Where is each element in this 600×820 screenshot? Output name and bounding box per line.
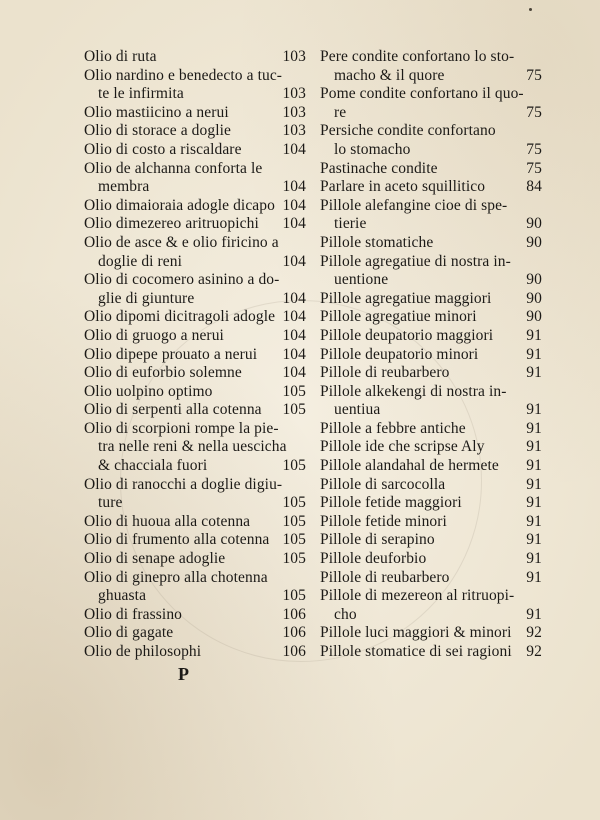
page-number: 103 [282, 122, 306, 140]
page-number: 75 [526, 103, 542, 121]
page-number: 90 [526, 233, 542, 251]
page-number: 103 [282, 48, 306, 65]
entry-text: Olio dipepe prouato a nerui [84, 345, 258, 363]
entry-title-line [84, 401, 306, 420]
entry-text: Olio di cocomero asinino a do- [84, 271, 280, 289]
entry-text: Pillole deuforbio [320, 550, 427, 568]
page-number: 105 [282, 494, 306, 512]
index-entry [84, 197, 306, 216]
index-entry [84, 327, 306, 346]
index-entry [84, 383, 306, 402]
page-number: 91 [526, 457, 542, 475]
entry-text: re [334, 103, 347, 121]
entry-text: Olio di costo a riscaldare [84, 140, 242, 158]
index-entry [84, 401, 306, 420]
page-number: 104 [282, 345, 306, 363]
entry-text: doglie di reni [98, 252, 183, 270]
index-entry [320, 587, 542, 624]
entry-title-line [320, 290, 542, 309]
entry-title-line [84, 364, 306, 383]
entry-text: Olio di huoua alla cotenna [84, 512, 251, 530]
page-number: 104 [282, 308, 306, 326]
entry-text: Olio di ranocchi a doglie digiu- [84, 475, 283, 493]
entry-text: Olio di gruogo a nerui [84, 326, 224, 344]
index-entry [320, 420, 542, 439]
index-entry [320, 197, 542, 234]
page-number: 105 [282, 550, 306, 568]
index-entry [84, 234, 306, 271]
entry-text: uentione [334, 271, 389, 289]
index-entry [84, 67, 306, 104]
index-entry [320, 550, 542, 569]
entry-text: Olio nardino e benedecto a tuc- [84, 66, 283, 84]
entry-title-line [320, 587, 542, 606]
entry-title-line [84, 104, 306, 123]
page-number: 75 [526, 66, 542, 84]
page-number: 103 [282, 85, 306, 103]
index-entry [84, 643, 306, 662]
entry-text: uentiua [334, 401, 381, 419]
page-number: 105 [282, 457, 306, 475]
entry-title-line [84, 624, 306, 643]
index-entry [84, 308, 306, 327]
entry-title-line [84, 197, 306, 216]
entry-continuation-line [84, 178, 306, 197]
index-entry [320, 569, 542, 588]
index-entry [320, 364, 542, 383]
index-entry [320, 160, 542, 179]
entry-text: Pillole stomatice di sei ragioni [320, 643, 512, 660]
entry-continuation-line [320, 104, 542, 123]
entry-title-line [320, 420, 542, 439]
page-number: 104 [282, 178, 306, 196]
entry-text: Pillole agregatiue di nostra in- [320, 252, 511, 270]
entry-text: Pillole fetide maggiori [320, 494, 462, 512]
page-number: 91 [526, 605, 542, 623]
entry-text: Olio di frumento alla cotenna [84, 531, 270, 549]
index-entry [84, 160, 306, 197]
page-number: 104 [282, 215, 306, 233]
entry-title-line [84, 141, 306, 160]
entry-continuation-line [84, 587, 306, 606]
entry-text: & chacciala fuori [98, 457, 208, 475]
index-entry [320, 513, 542, 532]
entry-title-line [320, 569, 542, 588]
entry-title-line [320, 457, 542, 476]
index-entry [84, 513, 306, 532]
page-number: 91 [526, 494, 542, 512]
entry-text: Olio di frassino [84, 605, 183, 623]
entry-text: te le infirmita [98, 85, 184, 103]
index-entry [84, 215, 306, 234]
entry-continuation-line [320, 141, 542, 160]
page-number: 91 [526, 512, 542, 530]
entry-text: Olio di gagate [84, 624, 174, 642]
entry-title-line [320, 197, 542, 216]
entry-text: membra [98, 178, 150, 196]
entry-continuation-line [84, 457, 306, 476]
page-number: 105 [282, 512, 306, 530]
entry-text: Pillole di reubarbero [320, 568, 450, 586]
entry-title-line [320, 383, 542, 402]
entry-title-line [320, 327, 542, 346]
entry-text: macho & il quore [334, 66, 445, 84]
entry-continuation-line [84, 494, 306, 513]
entry-continuation-line [84, 85, 306, 104]
index-column-right [320, 48, 542, 662]
entry-text: Persiche condite confortano [320, 122, 496, 140]
entry-text: Olio de alchanna conforta le [84, 159, 263, 177]
page-number: 91 [526, 550, 542, 568]
index-entry [320, 643, 542, 662]
page-number: 90 [526, 215, 542, 233]
entry-title-line [320, 550, 542, 569]
entry-continuation-line [320, 606, 542, 625]
index-entry [320, 327, 542, 346]
entry-continuation-line [320, 401, 542, 420]
page-number: 92 [526, 624, 542, 642]
index-entry [320, 438, 542, 457]
entry-title-line [320, 513, 542, 532]
entry-title-line [320, 178, 542, 197]
entry-title-line [84, 215, 306, 234]
entry-title-line [320, 476, 542, 495]
entry-title-line [320, 643, 542, 662]
page-number: 91 [526, 345, 542, 363]
entry-text: ture [98, 494, 123, 512]
page-number: 75 [526, 140, 542, 158]
entry-title-line [84, 531, 306, 550]
entry-text: Parlare in aceto squillitico [320, 178, 486, 196]
entry-title-line [320, 160, 542, 179]
entry-text: Olio di scorpioni rompe la pie- [84, 419, 279, 437]
entry-continuation-line [84, 438, 306, 457]
entry-text: Olio dimezereo aritruopichi [84, 215, 259, 233]
index-entry [320, 234, 542, 253]
page-number: 91 [526, 401, 542, 419]
entry-text: Pillole agregatiue maggiori [320, 289, 492, 307]
index-entry [84, 364, 306, 383]
index-entry [320, 48, 542, 85]
entry-text: Olio mastiicino a nerui [84, 103, 229, 121]
entry-title-line [84, 327, 306, 346]
entry-text: tra nelle reni & nella uescicha [98, 438, 287, 456]
page-number: 90 [526, 271, 542, 289]
entry-title-line [84, 550, 306, 569]
page-number: 91 [526, 326, 542, 344]
page-number: 105 [282, 382, 306, 400]
entry-text: ghuasta [98, 587, 147, 605]
page-number: 106 [282, 605, 306, 623]
entry-title-line [320, 234, 542, 253]
entry-text: Pillole fetide minori [320, 512, 447, 530]
index-entry [320, 178, 542, 197]
signature-mark: P [178, 664, 190, 684]
entry-text: lo stomacho [334, 140, 411, 158]
entry-title-line [84, 122, 306, 141]
index-entry [84, 606, 306, 625]
entry-continuation-line [320, 271, 542, 290]
entry-text: Olio di ruta [84, 48, 157, 65]
entry-continuation-line [84, 253, 306, 272]
page-number: 104 [282, 289, 306, 307]
index-entry [320, 290, 542, 309]
entry-title-line [320, 85, 542, 104]
entry-title-line [320, 346, 542, 365]
page-number: 106 [282, 624, 306, 642]
entry-title-line [84, 67, 306, 86]
entry-text: Olio di euforbio solemne [84, 364, 242, 382]
page-number: 90 [526, 289, 542, 307]
entry-title-line [84, 569, 306, 588]
entry-text: Olio di storace a doglie [84, 122, 232, 140]
page-number: 92 [526, 643, 542, 660]
entry-title-line [320, 438, 542, 457]
entry-title-line [84, 420, 306, 439]
index-entry [84, 624, 306, 643]
page-number: 104 [282, 364, 306, 382]
entry-title-line [320, 122, 542, 141]
entry-text: Pillole a febbre antiche [320, 419, 466, 437]
entry-text: Olio de philosophi [84, 643, 202, 660]
page-number: 91 [526, 475, 542, 493]
entry-title-line [320, 494, 542, 513]
page-number: 104 [282, 252, 306, 270]
entry-title-line [84, 513, 306, 532]
entry-text: Pillole ide che scripse Aly [320, 438, 485, 456]
page-number: 105 [282, 531, 306, 549]
index-entry [84, 346, 306, 365]
entry-text: Olio di senape adoglie [84, 550, 226, 568]
entry-title-line [320, 253, 542, 272]
entry-text: Pillole di sarcocolla [320, 475, 446, 493]
entry-continuation-line [320, 67, 542, 86]
entry-text: Pastinache condite [320, 159, 438, 177]
entry-continuation-line [320, 215, 542, 234]
page-number: 91 [526, 568, 542, 586]
page-number: 91 [526, 419, 542, 437]
page-number: 91 [526, 531, 542, 549]
page-number: 104 [282, 326, 306, 344]
entry-title-line [320, 364, 542, 383]
page-number: 106 [282, 643, 306, 660]
index-entry [320, 308, 542, 327]
index-entry [320, 531, 542, 550]
index-entry [84, 476, 306, 513]
entry-text: Pillole alandahal de hermete [320, 457, 499, 475]
entry-title-line [320, 624, 542, 643]
index-entry [84, 550, 306, 569]
entry-title-line [84, 606, 306, 625]
entry-text: Pillole deupatorio minori [320, 345, 479, 363]
entry-text: Olio uolpino optimo [84, 382, 213, 400]
entry-text: Pillole agregatiue minori [320, 308, 477, 326]
entry-text: Pome condite confortano il quo- [320, 85, 524, 103]
index-entry [320, 476, 542, 495]
entry-text: tierie [334, 215, 367, 233]
entry-title-line [84, 271, 306, 290]
page-number: 91 [526, 364, 542, 382]
entry-title-line [320, 308, 542, 327]
entry-text: Olio di ginepro alla chotenna [84, 568, 268, 586]
index-entry [320, 624, 542, 643]
index-entry [320, 383, 542, 420]
index-entry [84, 141, 306, 160]
page-number: 105 [282, 587, 306, 605]
index-entry [84, 531, 306, 550]
entry-text: Pere condite confortano lo sto- [320, 48, 515, 65]
page-number: 84 [526, 178, 542, 196]
entry-title-line [84, 160, 306, 179]
entry-title-line [320, 48, 542, 67]
entry-title-line [84, 48, 306, 67]
index-entry [320, 253, 542, 290]
page-number: 105 [282, 401, 306, 419]
entry-text: Pillole di serapino [320, 531, 435, 549]
entry-title-line [84, 476, 306, 495]
entry-title-line [84, 234, 306, 253]
page-number: 90 [526, 308, 542, 326]
entry-text: Pillole deupatorio maggiori [320, 326, 494, 344]
entry-text: Pillole alefangine cioe di spe- [320, 196, 508, 214]
page-number: 104 [282, 196, 306, 214]
entry-text: Pillole stomatiche [320, 233, 434, 251]
index-entry [84, 420, 306, 476]
entry-title-line [320, 531, 542, 550]
entry-continuation-line [84, 290, 306, 309]
page-number: 75 [526, 159, 542, 177]
entry-text: glie di giunture [98, 289, 195, 307]
index-entry [320, 85, 542, 122]
index-entry [84, 569, 306, 606]
page-number: 91 [526, 438, 542, 456]
index-entry [84, 271, 306, 308]
entry-title-line [84, 346, 306, 365]
entry-text: Pillole di reubarbero [320, 364, 450, 382]
entry-title-line [84, 308, 306, 327]
index-entry [84, 104, 306, 123]
page-number: 104 [282, 140, 306, 158]
entry-text: Pillole luci maggiori & minori [320, 624, 512, 642]
index-entry [84, 48, 306, 67]
index-entry [320, 457, 542, 476]
entry-text: Olio dimaioraia adogle dicapo [84, 196, 275, 214]
entry-title-line [84, 383, 306, 402]
entry-text: Pillole alkekengi di nostra in- [320, 382, 507, 400]
index-column-left [84, 48, 306, 662]
entry-title-line [84, 643, 306, 662]
entry-text: cho [334, 605, 357, 623]
index-entry [320, 494, 542, 513]
page-number: 103 [282, 103, 306, 121]
entry-text: Pillole di mezereon al ritruopi- [320, 587, 515, 605]
index-entry [84, 122, 306, 141]
entry-text: Olio di serpenti alla cotenna [84, 401, 262, 419]
index-entry [320, 346, 542, 365]
entry-text: Olio de asce & e olio firicino a [84, 233, 279, 251]
ink-speck [529, 8, 532, 11]
index-entry [320, 122, 542, 159]
entry-text: Olio dipomi dicitragoli adogle [84, 308, 276, 326]
